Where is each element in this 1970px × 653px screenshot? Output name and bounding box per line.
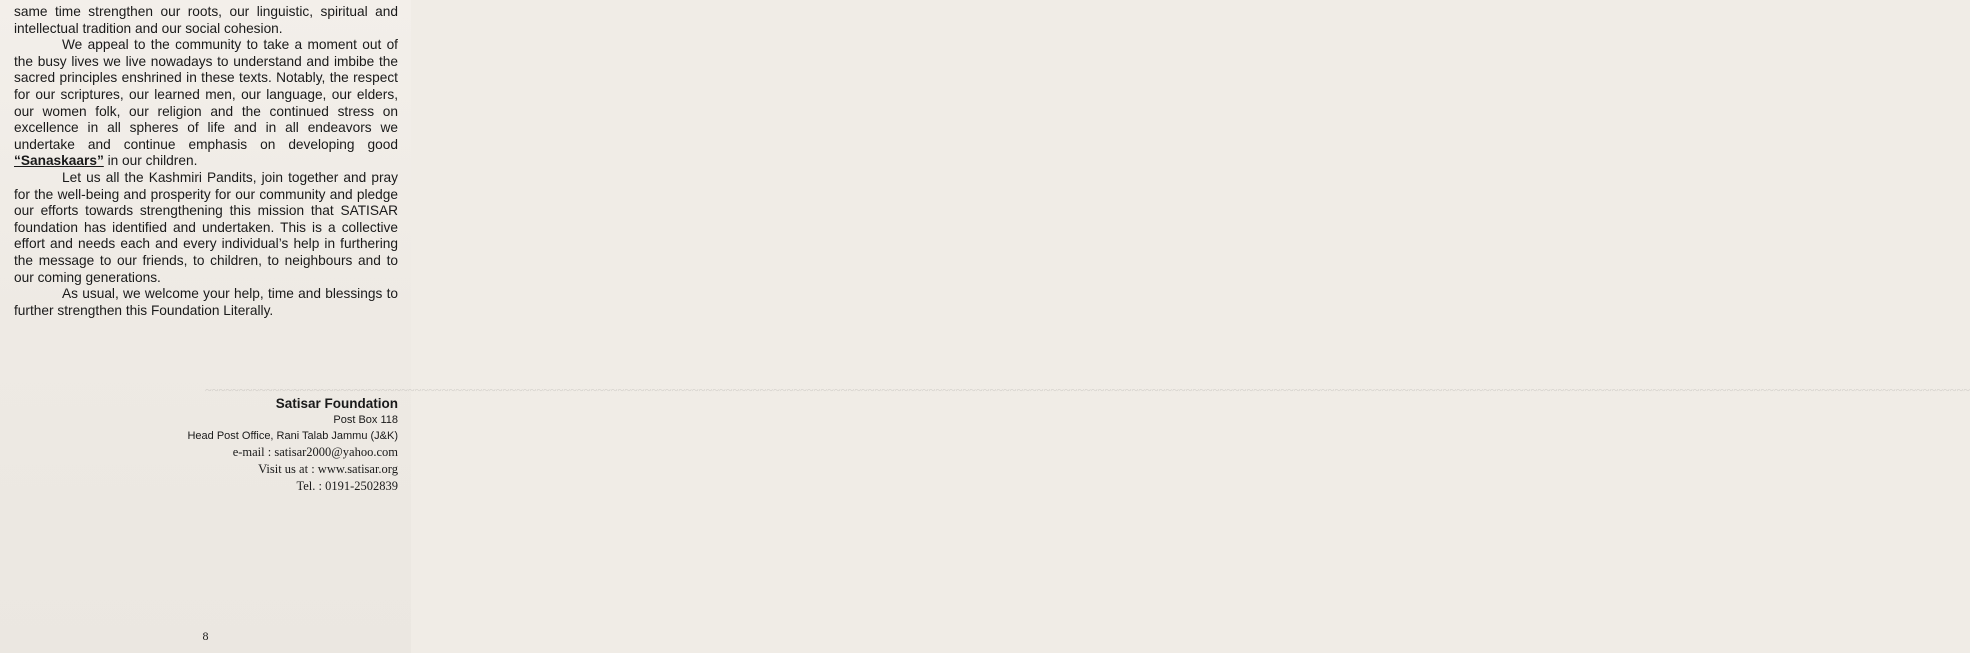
website: Visit us at : www.satisar.org (258, 462, 398, 476)
reverse-side-show-through: ~~~~~~~~~~~~~~~~~~~~~~~~~~~~~~~~~~~~~~~~~~~~~~~~~~~~~~~~~~~~~~~~~~~~~~~~~~~~~~~~~~~~~~~~~~~~~~~~~~~~~~~~~~~~~~~~~~~~~~~~~~~~~~~~~~~~~~~~~~~~~~~~~~~~~~~~~~~~~~~~~~~~~~~~~~~~~~~~~~~~~~~~~~~~~~~~~~~~~~~~~~~~~~~~~~~~~~~~~~~~~~~~~~~~~~~~~~~~~~~~~~~~~~~~~~~~~~~~~~~~~ (205, 383, 1970, 397)
paragraph-text: in our children. (103, 153, 198, 169)
head-post-office: Head Post Office, Rani Talab Jammu (J&K) (187, 430, 398, 442)
paragraph-text: same time strengthen our roots, our linguistic, spiritual and intellectual tradition and our social cohesion. (14, 4, 398, 36)
organization-name: Satisar Foundation (275, 396, 398, 411)
signature-block (187, 395, 398, 495)
page-number: 8 (202, 629, 209, 643)
email-address: e-mail : satisar2000@yahoo.com (232, 445, 398, 459)
paragraph (14, 170, 398, 286)
paragraph-text: We appeal to the community to take a moment out of the busy lives we live nowadays to understand and imbibe the sacred principles enshrined in these texts. Notably, the respect for our scriptures, our learned men, our language, our elders, our women folk, our religion and the continued stress on excellence in all spheres of life and in all endeavors we undertake and continue emphasis on developing good (14, 37, 398, 152)
paragraph (14, 37, 398, 170)
emphasized-term: “Sanaskaars” (14, 153, 104, 169)
phone-number: Tel. : 0191-2502839 (296, 479, 398, 493)
letter-body (14, 4, 398, 319)
post-box: Post Box 118 (333, 414, 398, 426)
paragraph-text: Let us all the Kashmiri Pandits, join together and pray for the well-being and prosperity for our community and pledge our efforts towards strengthening this mission that SATISAR foundation has identified and undertaken. This is a collective effort and needs each and every individual’s help in furthering the message to our friends, to children, to neighbours and to our coming generations. (14, 169, 398, 285)
paragraph (14, 286, 398, 319)
paragraph-text: As usual, we welcome your help, time and blessings to further strengthen this Foundation Literally. (14, 286, 398, 318)
paragraph (14, 4, 398, 37)
